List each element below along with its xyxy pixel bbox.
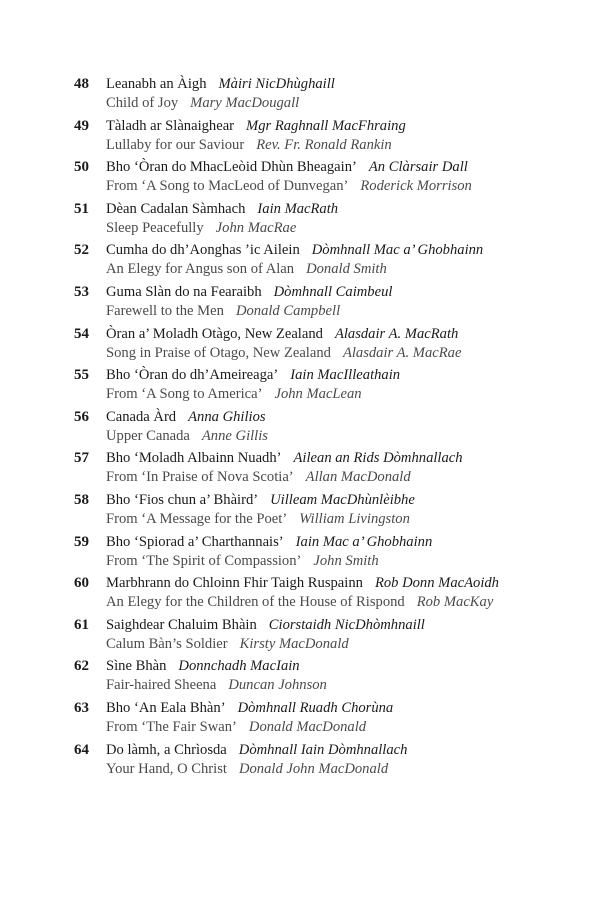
entry-number: 51 (74, 200, 89, 217)
gaelic-author: Alasdair A. MacRath (334, 325, 459, 342)
gaelic-title: Canada Àrd (106, 408, 177, 425)
gaelic-line (106, 283, 392, 302)
english-line (106, 635, 349, 654)
gaelic-line (106, 158, 468, 177)
gaelic-title: Bho ‘Moladh Albainn Nuadh’ (106, 450, 282, 467)
gaelic-title: Leanabh an Àigh (106, 76, 207, 92)
gaelic-title: Tàladh ar Slànaighear (106, 117, 235, 134)
toc-entry (74, 491, 584, 533)
english-title: Upper Canada (106, 427, 190, 444)
toc-entry (74, 616, 584, 658)
english-title: From ‘A Message for the Poet’ (106, 510, 288, 527)
gaelic-line (106, 449, 463, 468)
english-author: Roderick Morrison (360, 178, 472, 195)
english-title: Calum Bàn’s Soldier (106, 635, 228, 652)
english-line (106, 760, 388, 779)
gaelic-author: Dòmhnall Caimbeul (273, 283, 393, 300)
english-author: John MacLean (274, 386, 362, 403)
toc-entry (74, 366, 584, 408)
english-author: Donald John MacDonald (238, 760, 389, 777)
gaelic-author: Rob Donn MacAoidh (374, 575, 499, 592)
english-author: Alasdair A. MacRae (342, 344, 462, 361)
english-author: John MacRae (215, 219, 297, 236)
gaelic-line (106, 616, 425, 635)
english-title: Sleep Peacefully (106, 219, 204, 236)
english-author: Rev. Fr. Ronald Rankin (256, 136, 392, 153)
gaelic-title: Dèan Cadalan Sàmhach (106, 200, 246, 217)
english-title: Fair-haired Sheena (106, 677, 217, 694)
entry-number: 63 (74, 699, 89, 716)
gaelic-line (106, 75, 335, 94)
entry-number: 52 (74, 242, 89, 259)
english-author: Allan MacDonald (305, 469, 411, 486)
entry-number: 57 (74, 450, 89, 467)
gaelic-author: Ciorstaidh NicDhòmhnaill (268, 616, 425, 633)
english-title: Song in Praise of Otago, New Zealand (106, 344, 331, 361)
entry-number: 56 (74, 408, 89, 425)
gaelic-line (106, 117, 406, 136)
gaelic-line (106, 325, 458, 344)
english-title: An Elegy for the Children of the House of Rispond (106, 594, 405, 611)
toc-entry (74, 449, 584, 491)
english-title: From ‘The Fair Swan’ (106, 718, 237, 735)
gaelic-title: Bho ‘Òran do dh’Ameireaga’ (106, 367, 279, 384)
entry-number: 59 (74, 533, 89, 550)
table-of-contents (74, 75, 584, 782)
gaelic-line (106, 741, 407, 760)
toc-entry (74, 699, 584, 741)
gaelic-title: Saighdear Chaluim Bhàin (106, 616, 257, 633)
entry-number: 53 (74, 283, 89, 300)
english-author: William Livingston (299, 510, 410, 527)
gaelic-author: Anna Ghilios (188, 408, 266, 425)
english-author: Rob MacKay (416, 594, 494, 611)
gaelic-title: Do làmh, a Chrìosda (106, 741, 227, 758)
english-line (106, 552, 379, 571)
gaelic-title: Marbhrann do Chloinn Fhir Taigh Ruspainn (106, 575, 363, 592)
gaelic-author: Dòmhnall Mac a’ Ghobhainn (311, 242, 484, 259)
english-author: Donald Campbell (235, 302, 341, 319)
english-author: Duncan Johnson (228, 677, 327, 694)
english-line (106, 427, 268, 446)
english-title: An Elegy for Angus son of Alan (106, 261, 295, 278)
gaelic-line (106, 408, 266, 427)
toc-entry (74, 158, 584, 200)
entry-number: 60 (74, 575, 89, 592)
gaelic-title: Guma Slàn do na Fearaibh (106, 283, 262, 300)
toc-entry (74, 533, 584, 575)
english-line (106, 344, 461, 363)
gaelic-title: Bho ‘An Eala Bhàn’ (106, 699, 226, 716)
english-line (106, 593, 493, 612)
entry-number: 48 (74, 76, 89, 92)
english-author: John Smith (313, 552, 379, 569)
english-line (106, 260, 387, 279)
english-line (106, 385, 362, 404)
gaelic-author: Donnchadh MacIain (178, 658, 300, 675)
gaelic-title: Bho ‘Spiorad a’ Charthannais’ (106, 533, 284, 550)
entry-number: 61 (74, 616, 89, 633)
english-author: Kirsty MacDonald (239, 635, 349, 652)
gaelic-author: Màiri NicDhùghaill (218, 76, 335, 92)
entry-number: 55 (74, 367, 89, 384)
toc-entry (74, 117, 584, 159)
english-title: Farewell to the Men (106, 302, 224, 319)
english-author: Donald Smith (306, 261, 387, 278)
entry-number: 49 (74, 117, 89, 134)
gaelic-title: Sìne Bhàn (106, 658, 167, 675)
toc-entry (74, 657, 584, 699)
entry-number: 54 (74, 325, 89, 342)
english-line (106, 510, 410, 529)
toc-entry (74, 75, 584, 117)
gaelic-author: Dòmhnall Ruadh Chorùna (237, 699, 394, 716)
english-title: Child of Joy (106, 95, 179, 111)
entry-number: 64 (74, 741, 89, 758)
toc-entry (74, 283, 584, 325)
english-title: Your Hand, O Christ (106, 760, 227, 777)
english-author: Donald MacDonald (248, 718, 367, 735)
entry-number: 62 (74, 658, 89, 675)
gaelic-title: Cumha do dh’Aonghas ’ic Ailein (106, 242, 300, 259)
gaelic-line (106, 533, 432, 552)
english-line (106, 219, 296, 238)
gaelic-author: Iain MacRath (257, 200, 339, 217)
gaelic-author: Iain Mac a’ Ghobhainn (295, 533, 433, 550)
gaelic-author: Ailean an Rids Dòmhnallach (293, 450, 463, 467)
english-author: Anne Gillis (201, 427, 268, 444)
gaelic-author: Mgr Raghnall MacFhraing (246, 117, 406, 134)
gaelic-title: Òran a’ Moladh Otàgo, New Zealand (106, 325, 323, 342)
gaelic-author: Iain MacIlleathain (290, 367, 401, 384)
english-line (106, 136, 392, 155)
entry-number: 50 (74, 159, 89, 176)
english-title: From ‘A Song to MacLeod of Dunvegan’ (106, 178, 349, 195)
english-author: Mary MacDougall (190, 95, 300, 111)
entry-number: 58 (74, 491, 89, 508)
gaelic-line (106, 241, 483, 260)
english-line (106, 468, 411, 487)
gaelic-line (106, 491, 415, 510)
english-title: From ‘A Song to America’ (106, 386, 263, 403)
english-line (106, 94, 299, 113)
toc-entry (74, 574, 584, 616)
gaelic-line (106, 574, 499, 593)
english-line (106, 302, 340, 321)
english-line (106, 177, 472, 196)
gaelic-line (106, 200, 338, 219)
toc-entry (74, 200, 584, 242)
gaelic-title: Bho ‘Òran do MhacLeòid Dhùn Bheagain’ (106, 159, 357, 176)
gaelic-author: Uilleam MacDhùnlèibhe (270, 491, 415, 508)
gaelic-author: An Clàrsair Dall (368, 159, 468, 176)
toc-entry (74, 741, 584, 783)
english-title: From ‘The Spirit of Compassion’ (106, 552, 302, 569)
gaelic-line (106, 657, 300, 676)
toc-entry (74, 325, 584, 367)
english-line (106, 718, 366, 737)
gaelic-line (106, 699, 393, 718)
english-title: From ‘In Praise of Nova Scotia’ (106, 469, 294, 486)
gaelic-line (106, 366, 400, 385)
gaelic-author: Dòmhnall Iain Dòmhnallach (238, 741, 408, 758)
toc-entry (74, 241, 584, 283)
gaelic-title: Bho ‘Fios chun a’ Bhàird’ (106, 491, 259, 508)
english-line (106, 676, 327, 695)
toc-entry (74, 408, 584, 450)
english-title: Lullaby for our Saviour (106, 136, 245, 153)
